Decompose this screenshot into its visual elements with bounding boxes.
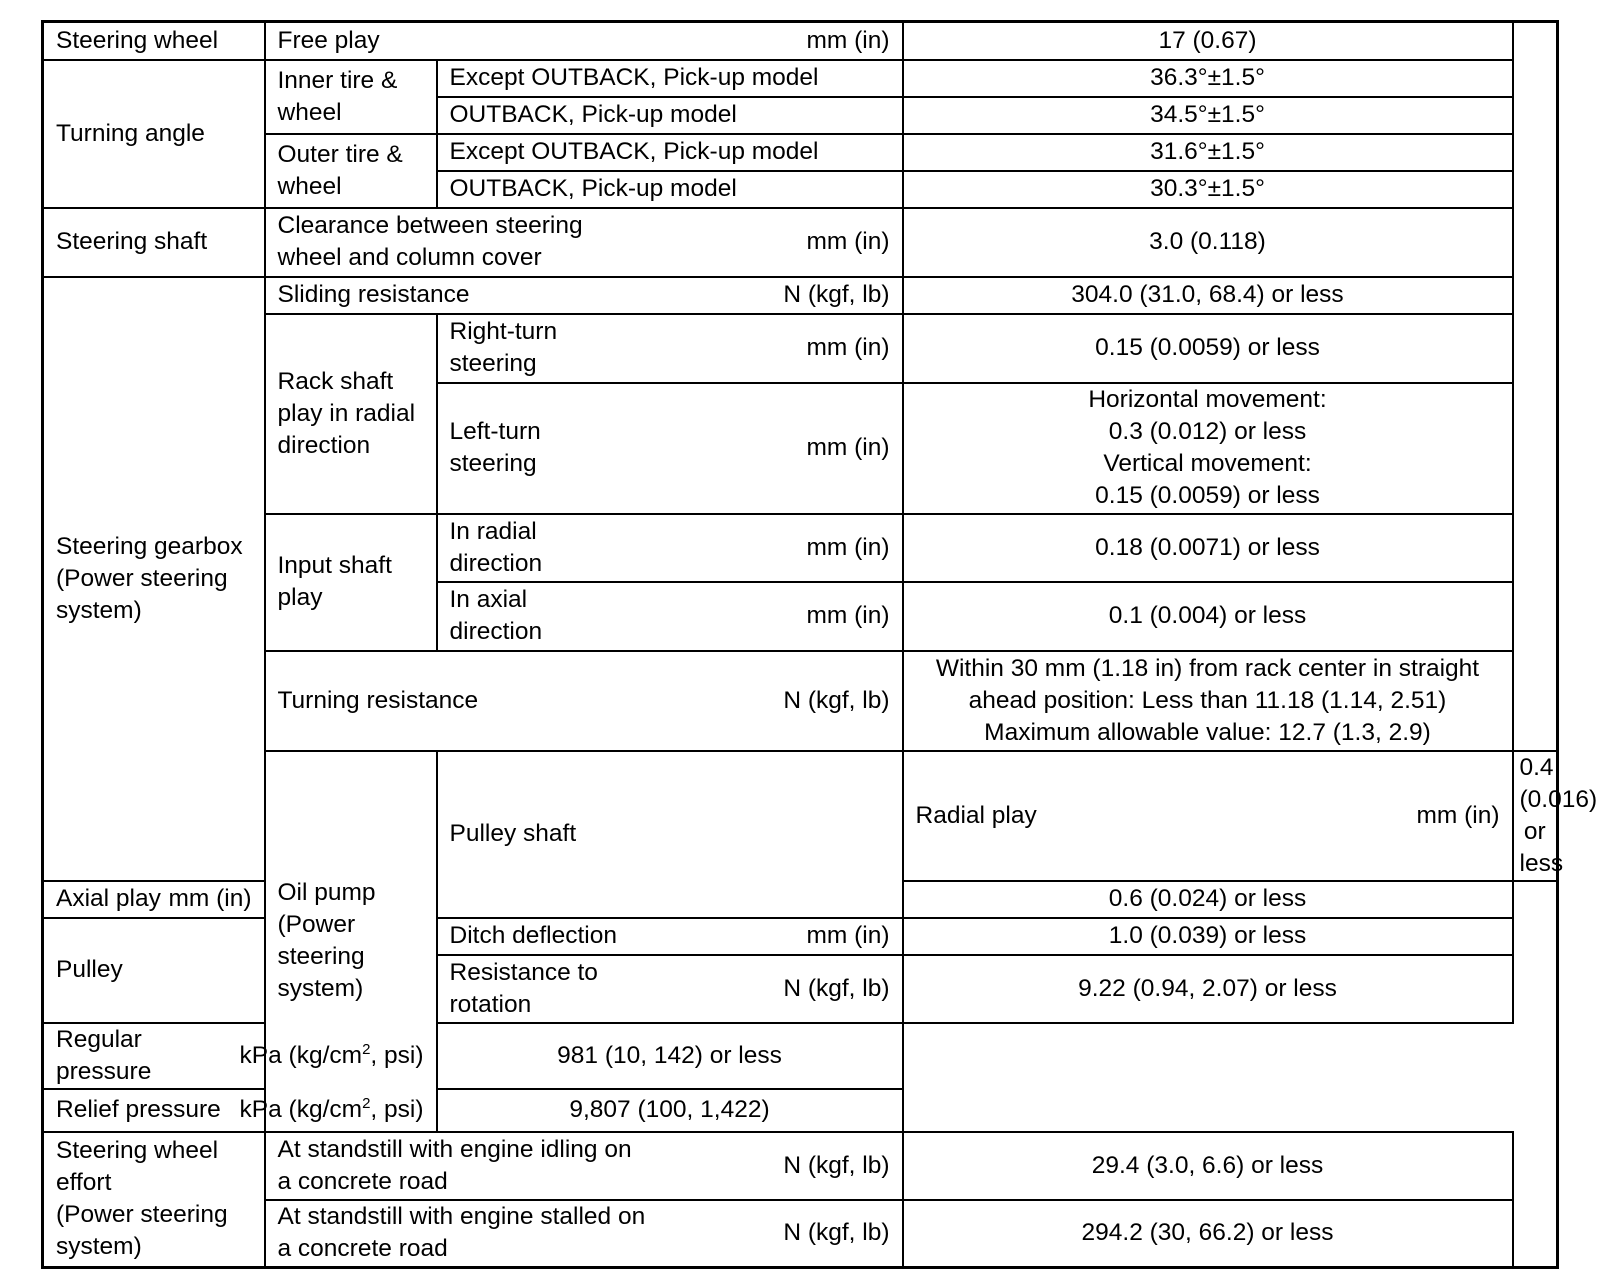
value-cell: 0.4 (0.016) or less	[1513, 751, 1558, 881]
value-cell: 0.1 (0.004) or less	[903, 582, 1513, 651]
value-cell: 17 (0.67)	[903, 22, 1513, 60]
item-resistance-to-rotation: Resistance to rotation N (kgf, lb)	[437, 955, 903, 1023]
item-turning-resistance: Turning resistance N (kgf, lb)	[265, 651, 903, 751]
value-cell: 304.0 (31.0, 68.4) or less	[903, 277, 1513, 314]
unit-label: mm (in)	[806, 228, 890, 255]
unit-label: N (kgf, lb)	[783, 1151, 890, 1179]
value-cell: 9.22 (0.94, 2.07) or less	[903, 955, 1513, 1023]
unit-label: mm (in)	[806, 922, 890, 949]
unit-label: mm (in)	[806, 434, 890, 461]
item-engine-idling: At standstill with engine idling on a concrete road N (kgf, lb)	[265, 1132, 903, 1200]
table-row	[43, 651, 1558, 751]
value-cell: 294.2 (30, 66.2) or less	[903, 1200, 1513, 1268]
subcategory-pulley-shaft: Pulley shaft	[437, 751, 903, 918]
item-in-radial-direction: In radial direction mm (in)	[437, 514, 903, 582]
value-cell: 981 (10, 142) or less	[437, 1023, 903, 1089]
table-row	[43, 1089, 1558, 1132]
unit-label: N (kgf, lb)	[783, 686, 890, 714]
unit-label: mm (in)	[806, 533, 890, 561]
value-cell: Horizontal movement: 0.3 (0.012) or less Vertical movement: 0.15 (0.0059) or less	[903, 383, 1513, 514]
unit-label: mm (in)	[168, 885, 252, 912]
category-steering-wheel-effort: Steering wheel effort (Power steering system)	[43, 1132, 265, 1268]
specification-table	[41, 20, 1598, 1269]
table-row	[43, 134, 1558, 171]
value-cell: 29.4 (3.0, 6.6) or less	[903, 1132, 1513, 1200]
item-sliding-resistance: Sliding resistance N (kgf, lb)	[265, 277, 903, 314]
value-cell: 1.0 (0.039) or less	[903, 918, 1513, 955]
value-cell: 0.6 (0.024) or less	[903, 881, 1513, 918]
item-outback: OUTBACK, Pick-up model	[437, 97, 903, 134]
item-ditch-deflection: Ditch deflection mm (in)	[437, 918, 903, 955]
table-row	[43, 208, 1558, 277]
unit-label: mm (in)	[806, 334, 890, 361]
table-row	[43, 60, 1558, 97]
value-cell: 34.5°±1.5°	[903, 97, 1513, 134]
table-row	[43, 314, 1558, 383]
category-turning-angle: Turning angle	[43, 60, 265, 208]
unit-label: mm (in)	[806, 602, 890, 629]
item-free-play: Free play mm (in)	[265, 22, 903, 60]
subcategory-input-shaft-play: Input shaft play	[265, 514, 437, 651]
table-row	[43, 277, 1558, 314]
unit-label: kPa ($kg/cm^2$, psi)	[239, 1094, 424, 1123]
category-steering-gearbox: Steering gearbox (Power steering system)	[43, 277, 265, 881]
item-in-axial-direction: In axial direction mm (in)	[437, 582, 903, 651]
value-cell: Within 30 mm (1.18 in) from rack center in straight ahead position: Less than 11.18 (1.14, 2.51) Maximum allowable value: 12.7 (1.3, 2.9)	[903, 651, 1513, 751]
item-clearance: Clearance between steering wheel and column cover mm (in)	[265, 208, 903, 277]
value-cell: 36.3°±1.5°	[903, 60, 1513, 97]
unit-label: N (kgf, lb)	[783, 1219, 890, 1247]
item-outback: OUTBACK, Pick-up model	[437, 171, 903, 208]
table-row	[43, 1023, 1558, 1089]
item-regular-pressure: Regular pressure kPa ($kg/cm^2$, psi)	[43, 1023, 437, 1089]
value-cell: 0.15 (0.0059) or less	[903, 314, 1513, 383]
subcategory-inner-tire: Inner tire & wheel	[265, 60, 437, 134]
unit-label: N (kgf, lb)	[783, 974, 890, 1002]
subcategory-pulley: Pulley	[43, 918, 265, 1023]
subcategory-rack-shaft-play: Rack shaft play in radial direction	[265, 314, 437, 514]
item-radial-play: Radial play mm (in)	[903, 751, 1513, 881]
table-row	[43, 1200, 1558, 1268]
value-cell: 31.6°±1.5°	[903, 134, 1513, 171]
table-row	[43, 751, 1558, 881]
item-engine-stalled: At standstill with engine stalled on a concrete road N (kgf, lb)	[265, 1200, 903, 1268]
item-relief-pressure: Relief pressure kPa ($kg/cm^2$, psi)	[43, 1089, 437, 1132]
item-axial-play: Axial play mm (in)	[43, 881, 265, 918]
category-steering-shaft: Steering shaft	[43, 208, 265, 277]
value-cell: 30.3°±1.5°	[903, 171, 1513, 208]
item-right-turn: Right-turn steering mm (in)	[437, 314, 903, 383]
table-row	[43, 22, 1558, 60]
item-left-turn: Left-turn steering mm (in)	[437, 383, 903, 514]
item-except-outback: Except OUTBACK, Pick-up model	[437, 60, 903, 97]
value-cell: 0.18 (0.0071) or less	[903, 514, 1513, 582]
subcategory-outer-tire: Outer tire & wheel	[265, 134, 437, 208]
unit-label: mm (in)	[1416, 801, 1500, 829]
unit-label: N (kgf, lb)	[783, 281, 890, 308]
category-oil-pump: Oil pump (Power steering system)	[265, 751, 437, 1132]
unit-label: mm (in)	[806, 26, 890, 54]
value-cell: 3.0 (0.118)	[903, 208, 1513, 277]
table-row	[43, 1132, 1558, 1200]
unit-label: kPa ($kg/cm^2$, psi)	[239, 1040, 424, 1069]
value-cell: 9,807 (100, 1,422)	[437, 1089, 903, 1132]
item-except-outback: Except OUTBACK, Pick-up model	[437, 134, 903, 171]
category-steering-wheel: Steering wheel	[43, 22, 265, 60]
table-row	[43, 514, 1558, 582]
